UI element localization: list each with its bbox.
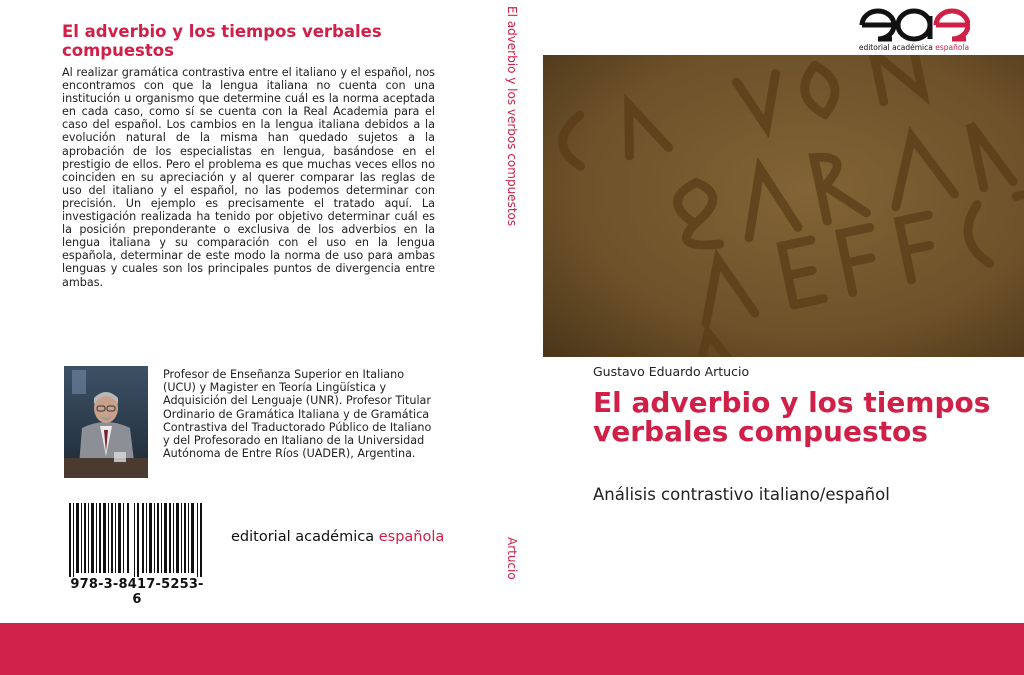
barcode-icon — [67, 503, 207, 577]
stone-inscription-picture — [543, 55, 1024, 357]
author-photo — [64, 366, 148, 478]
author-photo-image — [64, 366, 148, 478]
spine-title: El adverbio y los verbos compuestos — [505, 6, 519, 227]
back-cover-title: El adverbio y los tiempos verbales compuestos — [62, 22, 382, 60]
logo-caption — [858, 43, 970, 52]
back-cover-blurb: Al realizar gramática contrastiva entre el italiano y el español, nos encontramos con que la lengua italiana no cuenta con una institución u organismo que determine cuál es la norma aceptada en cada caso, como sí se cuenta con la Real Academia para el caso del español. Los cambios en la lengua italiana debidos a la evolución natural de la misma han quedado sujetos a la aprobación de los especialistas en lengua, basándose en el prestigio de ellos. Pero el problema es que muchas veces ellos no coinciden en su apreciación y al querer comparar las reglas de uso del italiano y el español, no las podemos determinar con precisión. Un ejemplo es precisamente el tratado aquí. La investigación realizada ha tenido por objetivo determinar cuál es la posición preponderante o exclusiva de los adverbios en la lengua italiana y su comparación con el uso en la lengua española, determinar de este modo la norma de uso para ambas lenguas y cuales son los principales puntos de divergencia entre ambas. — [62, 66, 435, 289]
bottom-color-band — [0, 623, 1024, 675]
front-title: El adverbio y los tiempos verbales compuestos — [593, 386, 991, 448]
publisher-name-accent: española — [378, 529, 445, 545]
isbn-barcode — [67, 503, 207, 577]
author-bio: Profesor de Enseñanza Superior en Italiano (UCU) y Magister en Teoría Lingüística y Adquisición del Lenguaje (UNR). Profesor Titular Ordinario de Gramática Italiana y de Gramática Contrastiva del Traductorado Público de Italiano y del Profesorado en Italiano de la Universidad Autónoma de Entre Ríos (UADER), Argentina. — [163, 368, 432, 461]
eae-logo-icon — [858, 6, 970, 44]
cover-stone-inscription-image — [543, 55, 1024, 357]
front-subtitle: Análisis contrastivo italiano/español — [593, 485, 890, 504]
publisher-name-main: editorial académica — [231, 529, 379, 545]
logo-caption-accent: española — [935, 43, 970, 52]
isbn-number: 978-3-8417-5253-6 — [70, 577, 204, 607]
spine-author: Artucio — [505, 537, 519, 580]
back-publisher-name — [231, 529, 444, 545]
front-author-name: Gustavo Eduardo Artucio — [593, 364, 750, 379]
logo-caption-main: editorial académica — [858, 43, 936, 52]
